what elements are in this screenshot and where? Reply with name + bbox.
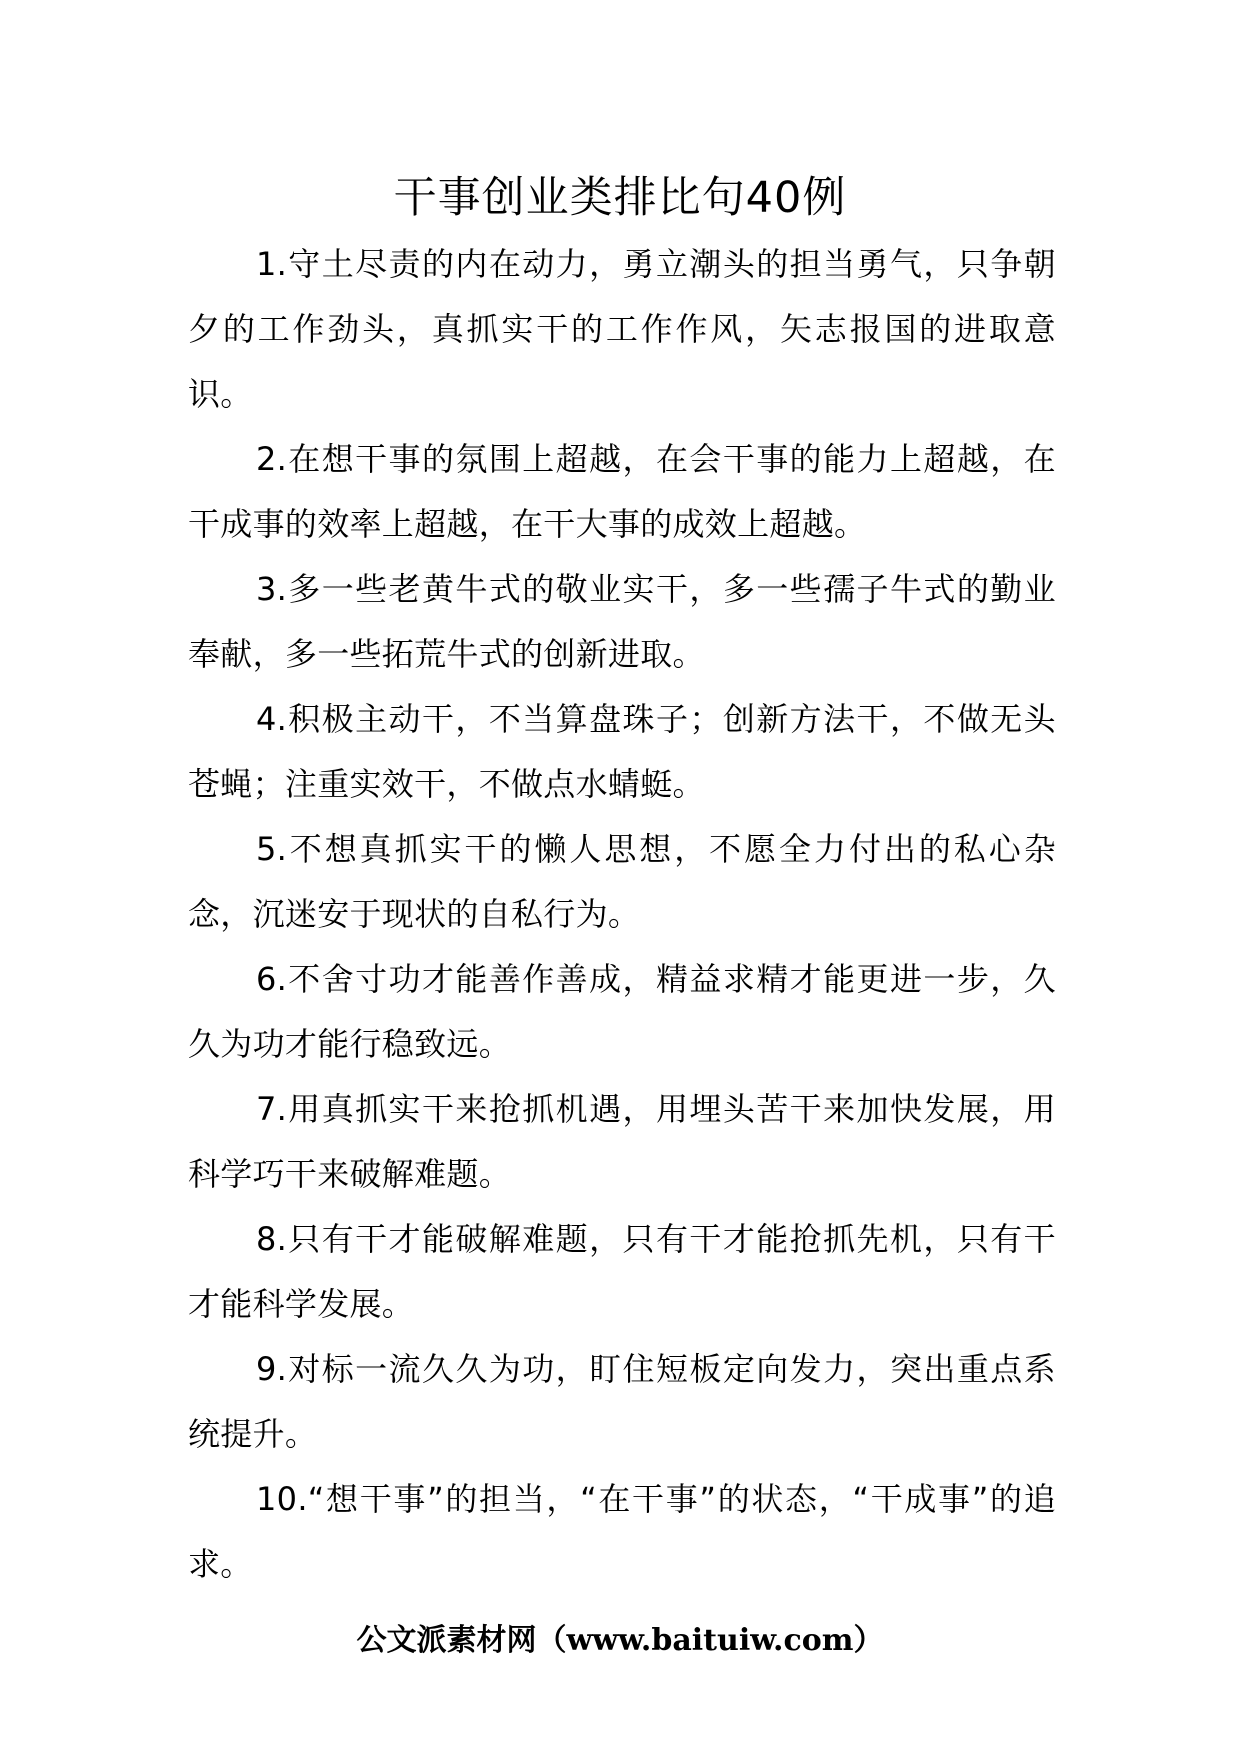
paragraph-7: 7.用真抓实干来抢抓机遇，用埋头苦干来加快发展，用科学巧干来破解难题。: [188, 1090, 1056, 1193]
source-footer: 公文派素材网（www.baituiw.com）: [356, 1623, 884, 1658]
paragraph-1: 1.守土尽责的内在动力，勇立潮头的担当勇气，只争朝夕的工作劲头，真抓实干的工作作风，矢志报国的进取意识。: [188, 245, 1056, 413]
paragraph-8: 8.只有干才能破解难题，只有干才能抢抓先机，只有干才能科学发展。: [188, 1220, 1056, 1323]
paragraph-3: 3.多一些老黄牛式的敬业实干，多一些孺子牛式的勤业奉献，多一些拓荒牛式的创新进取。: [188, 570, 1056, 673]
document-title: 干事创业类排比句40例: [393, 173, 847, 223]
paragraph-6: 6.不舍寸功才能善作善成，精益求精才能更进一步，久久为功才能行稳致远。: [188, 960, 1056, 1063]
paragraph-4: 4.积极主动干，不当算盘珠子；创新方法干，不做无头苍蝇；注重实效干，不做点水蜻蜓。: [188, 700, 1056, 803]
paragraph-9: 9.对标一流久久为功，盯住短板定向发力，突出重点系统提升。: [188, 1350, 1056, 1453]
paragraph-10: 10.“想干事”的担当，“在干事”的状态，“干成事”的追求。: [188, 1480, 1056, 1583]
document-body: [188, 232, 1056, 1597]
paragraph-5: 5.不想真抓实干的懒人思想，不愿全力付出的私心杂念，沉迷安于现状的自私行为。: [188, 830, 1056, 933]
paragraph-2: 2.在想干事的氛围上超越，在会干事的能力上超越，在干成事的效率上超越，在干大事的成效上超越。: [188, 440, 1056, 543]
